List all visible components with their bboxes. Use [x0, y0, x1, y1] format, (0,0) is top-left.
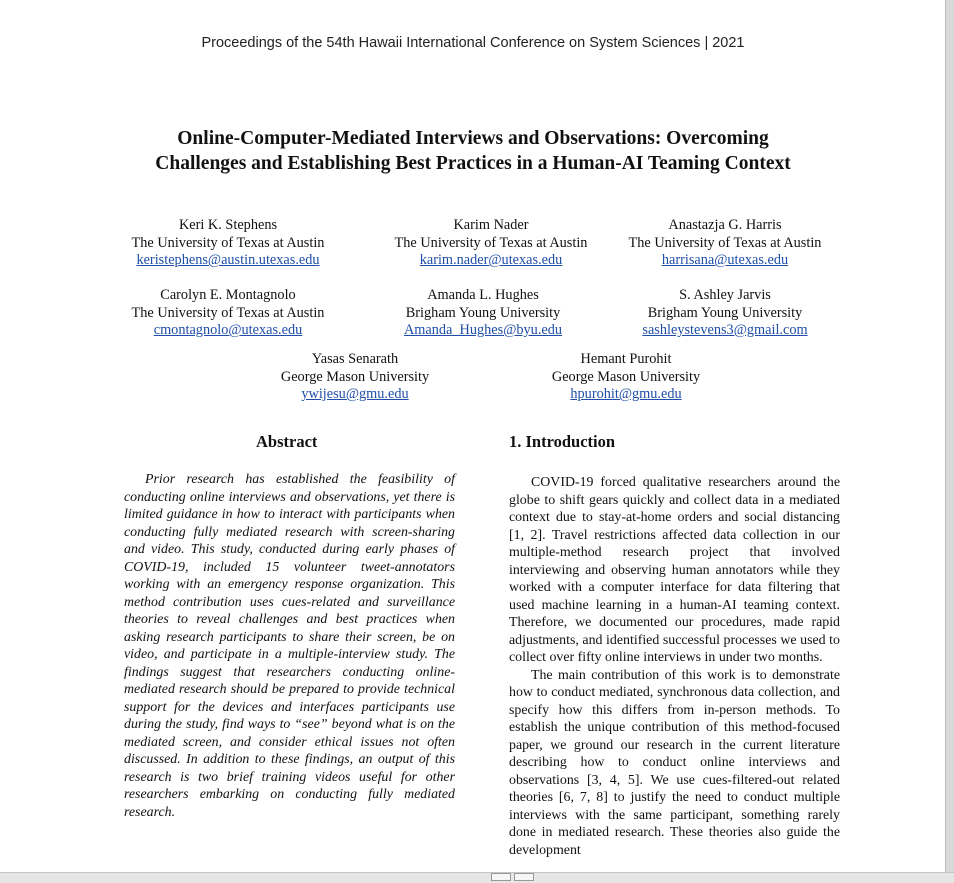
author-email-link[interactable]: hpurohit@gmu.edu — [570, 386, 682, 402]
author-name: Keri K. Stephens — [178, 217, 278, 233]
abstract-heading: Abstract — [256, 432, 318, 451]
author-name: S. Ashley Jarvis — [679, 287, 771, 303]
author-name: Carolyn E. Montagnolo — [160, 287, 296, 303]
introduction-text — [509, 474, 840, 859]
abstract-text — [124, 471, 455, 821]
author-email-link[interactable]: karim.nader@utexas.edu — [419, 252, 563, 268]
author-name: Karim Nader — [453, 217, 529, 233]
author-name: Amanda L. Hughes — [427, 287, 539, 303]
author-affiliation: The University of Texas at Austin — [131, 304, 325, 321]
page-layout-icon[interactable] — [491, 873, 511, 881]
author-email-link[interactable]: sashleystevens3@gmail.com — [642, 322, 808, 338]
author-affiliation: The University of Texas at Austin — [131, 234, 325, 251]
author-email-link[interactable]: keristephens@austin.utexas.edu — [136, 252, 320, 268]
author-block — [605, 287, 845, 340]
page-scroll-edge — [945, 0, 954, 882]
author-block — [605, 217, 845, 270]
author-affiliation: Brigham Young University — [647, 304, 803, 321]
author-affiliation: George Mason University — [280, 368, 430, 385]
author-block — [235, 351, 475, 404]
paper-title — [60, 126, 886, 176]
author-affiliation: The University of Texas at Austin — [628, 234, 822, 251]
title-line-2: Challenges and Establishing Best Practices in a Human-AI Teaming Context — [155, 153, 791, 174]
author-name: Anastazja G. Harris — [668, 217, 782, 233]
introduction-paragraph: COVID-19 forced qualitative researchers around the globe to shift gears quickly and collect data in a mediated context due to stay-at-home orders and social distancing [1, 2]. Travel restrictions affected data collection in our multiple-method research project that involved interviewing and observing human annotators while they worked with a computer interface for data filtering that used machine learning in a human-AI teaming context. Therefore, we documented our procedures, made rapid adjustments, and identified successful processes we used to collect over fifty online interviews in under two months. — [509, 475, 840, 665]
author-email-link[interactable]: Amanda_Hughes@byu.edu — [403, 322, 563, 338]
introduction-paragraph: The main contribution of this work is to demonstrate how to conduct mediated, synchronous data collection, and specify how this differs from in-person methods. To establish the unique contribution of this method-focused paper, we ground our research in the current literature describing how to conduct online interviews and observations [3, 4, 5]. We use cues-filtered-out related theories [6, 7, 8] to justify the need to conduct multiple interviews with the same participant, something rarely done in mediated research. These theories also guide the development — [509, 667, 840, 858]
title-line-1: Online-Computer-Mediated Interviews and Observations: Overcoming — [177, 128, 769, 149]
abstract-paragraph: Prior research has established the feasibility of conducting online interviews and observations, yet there is limited guidance in how to interact with participants when conducting fully mediated research with screen-sharing and video. This study, conducted during early phases of COVID-19, included 15 volunteer tweet-annotators working with an emergency response organization. This method contribution uses cues-related and surveillance theories to reveal challenges and best practices when asking research participants to share their screen, be on video, and participate in a multiple-interview study. The findings suggest that researchers conducting online-mediated research should be prepared to provide technical support for the devices and interfaces participants use during the study, find ways to “see” beyond what is on the mediated screen, and consider ethical issues not often discussed. In addition to these findings, an output of this research is two brief training videos useful for other researchers embarking on conducting fully mediated research. — [124, 472, 455, 820]
author-block — [506, 351, 746, 404]
author-block — [108, 217, 348, 270]
author-email-link[interactable]: harrisana@utexas.edu — [661, 252, 789, 268]
author-name: Hemant Purohit — [580, 351, 672, 367]
author-affiliation: George Mason University — [551, 368, 701, 385]
author-email-link[interactable]: ywijesu@gmu.edu — [301, 386, 409, 402]
author-block — [108, 287, 348, 340]
author-email-link[interactable]: cmontagnolo@utexas.edu — [153, 322, 303, 338]
viewer-bottom-toolbar — [0, 872, 954, 883]
page-view-icon[interactable] — [514, 873, 534, 881]
author-block — [363, 287, 603, 340]
proceedings-header: Proceedings of the 54th Hawaii International Conference on System Sciences | 2021 — [201, 35, 745, 51]
introduction-heading: 1. Introduction — [509, 432, 616, 451]
author-affiliation: Brigham Young University — [405, 304, 561, 321]
author-name: Yasas Senarath — [311, 351, 399, 367]
author-affiliation: The University of Texas at Austin — [394, 234, 588, 251]
author-block — [371, 217, 611, 270]
